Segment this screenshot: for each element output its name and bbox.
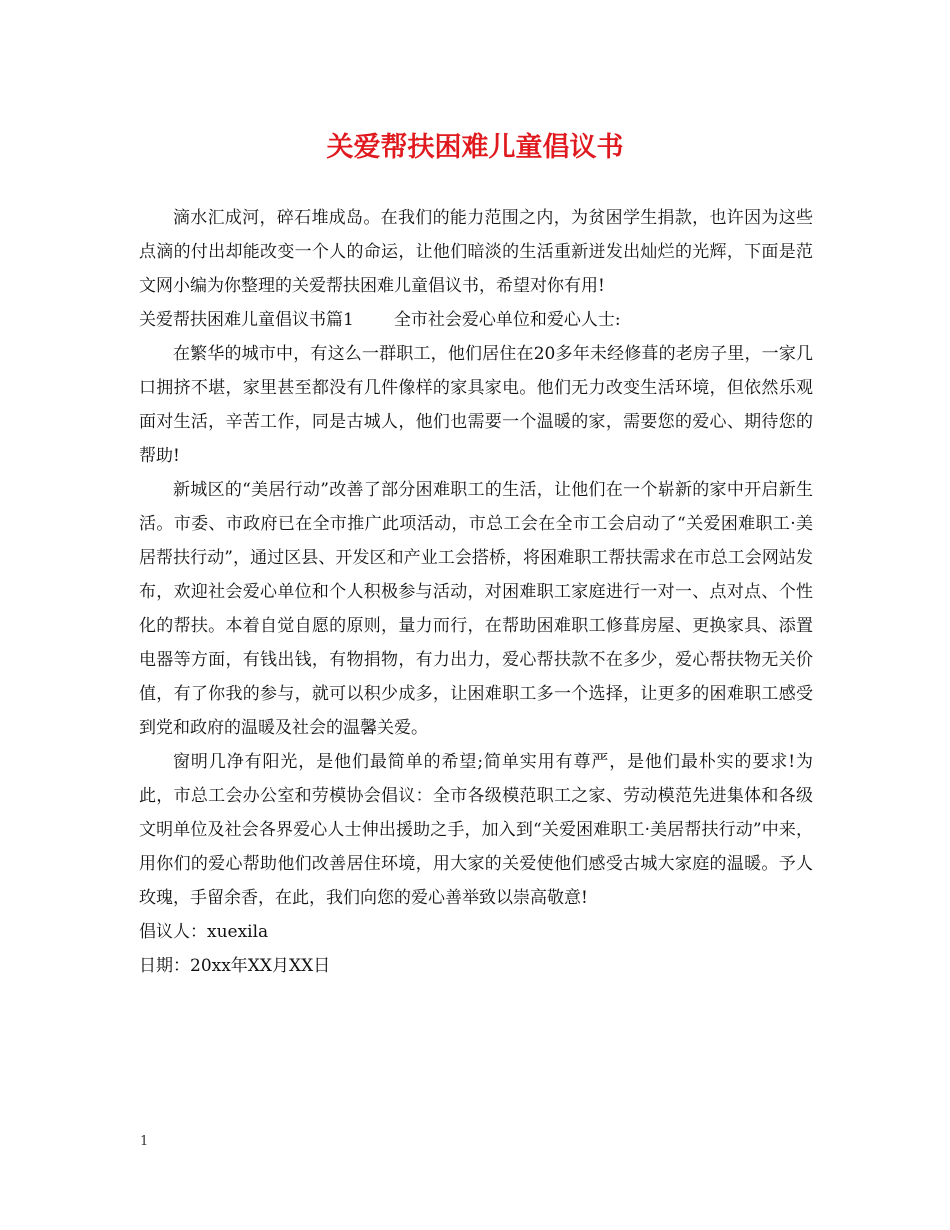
intro-paragraph: 滴水汇成河，碎石堆成岛。在我们的能力范围之内，为贫困学生捐款，也许因为这些点滴的付出却能改变一个人的命运，让他们暗淡的生活重新迸发出灿烂的光辉，下面是范文网小编为你整理的关爱帮扶困难儿童倡议书，希望对你有用! — [139, 208, 813, 296]
proposer-line: 倡议人：xuexila — [139, 922, 269, 942]
section-heading: 关爱帮扶困难儿童倡议书篇1 — [139, 310, 354, 330]
document-body — [139, 201, 813, 983]
section-heading-line — [139, 303, 813, 337]
body-paragraph-3: 窗明几净有阳光，是他们最简单的希望;简单实用有尊严，是他们最朴实的要求!为此，市总工会办公室和劳模协会倡议：全市各级模范职工之家、劳动模范先进集体和各级文明单位及社会各界爱心人士伸出援助之手，加入到“关爱困难职工·美居帮扶行动”中来，用你们的爱心帮助他们改善居住环境，用大家的关爱使他们感受古城大家庭的温暖。予人玫瑰，手留余香，在此，我们向您的爱心善举致以崇高敬意! — [139, 752, 813, 908]
page-number: 1 — [140, 1134, 149, 1149]
body-paragraph-1: 在繁华的城市中，有这么一群职工，他们居住在20多年未经修葺的老房子里，一家几口拥挤不堪，家里甚至都没有几件像样的家具家电。他们无力改变生活环境，但依然乐观面对生活，辛苦工作，同是古城人，他们也需要一个温暖的家，需要您的爱心、期待您的帮助! — [139, 344, 813, 466]
document-title: 关爱帮扶困难儿童倡议书 — [326, 132, 624, 163]
body-paragraph-2: 新城区的“美居行动”改善了部分困难职工的生活，让他们在一个崭新的家中开启新生活。市委、市政府已在全市推广此项活动，市总工会在全市工会启动了“关爱困难职工·美居帮扶行动”，通过区县、开发区和产业工会搭桥，将困难职工帮扶需求在市总工会网站发布，欢迎社会爱心单位和个人积极参与活动，对困难职工家庭进行一对一、点对点、个性化的帮扶。本着自觉自愿的原则，量力而行，在帮助困难职工修葺房屋、更换家具、添置电器等方面，有钱出钱，有物捐物，有力出力，爱心帮扶款不在多少，爱心帮扶物无关价值，有了你我的参与，就可以积少成多，让困难职工多一个选择，让更多的困难职工感受到党和政府的温暖及社会的温馨关爱。 — [139, 480, 813, 738]
date-line: 日期：20xx年XX月XX日 — [139, 956, 331, 976]
salutation: 全市社会爱心单位和爱心人士: — [393, 310, 621, 330]
